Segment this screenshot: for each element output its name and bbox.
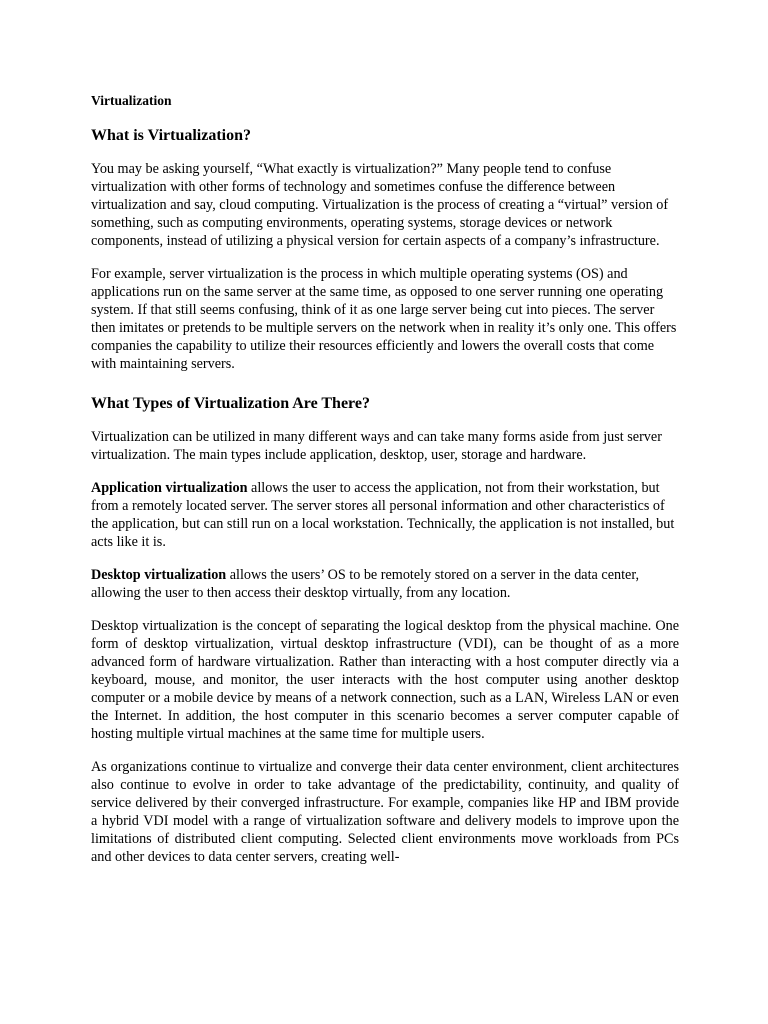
paragraph-application-virtualization [91,479,679,551]
paragraph-types-intro: Virtualization can be utilized in many different ways and can take many forms aside from just server virtualization. The main types include application, desktop, user, storage and hardware. [91,429,662,463]
paragraph-desktop-concept: Desktop virtualization is the concept of separating the logical desktop from the physical machine. One form of desktop virtualization, virtual desktop infrastructure (VDI), can be thought of as a more advanced form of hardware virtualization. Rather than interacting with a host computer directly via a keyboard, mouse, and monitor, the user interacts with the host computer using another desktop computer or a mobile device by means of a network connection, such as a LAN, Wireless LAN or even the Internet. In addition, the host computer in this scenario becomes a server computer capable of hosting multiple virtual machines at the same time for multiple users. [91,618,679,742]
paragraph-example: For example, server virtualization is the process in which multiple operating systems (OS) and applications run on the same server at the same time, as opposed to one server running one operating system. If that still seems confusing, think of it as one large server being cut into pieces. The server then imitates or pretends to be multiple servers on the network when in reality it’s only one. This offers companies the capability to utilize their resources efficiently and lowers the overall costs that come with maintaining servers. [91,266,677,372]
document-title: Virtualization [91,93,172,108]
application-virtualization-term: Application virtualization [91,480,248,496]
paragraph-desktop-virtualization [91,566,679,602]
document-page [91,92,679,881]
paragraph-organizations: As organizations continue to virtualize and converge their data center environment, client architectures also continue to evolve in order to take advantage of the predictability, continuity, and quality of service delivered by their converged infrastructure. For example, companies like HP and IBM provide a hybrid VDI model with a range of virtualization software and delivery models to improve upon the limitations of distributed client computing. Selected client environments move workloads from PCs and other devices to data center servers, creating well- [91,759,679,865]
paragraph-intro: You may be asking yourself, “What exactly is virtualization?” Many people tend to confuse virtualization with other forms of technology and sometimes confuse the difference between virtualization and say, cloud computing. Virtualization is the process of creating a “virtual” version of something, such as computing environments, operating systems, storage devices or network components, instead of utilizing a physical version for certain aspects of a company’s infrastructure. [91,161,669,249]
section-heading-what-is: What is Virtualization? [91,127,252,144]
application-virtualization-text: allows the user to access the application, not from their workstation, but from a remotely located server. The server stores all personal information and other characteristics of the application, but can still run on a local workstation. Technically, the application is not installed, but acts like it is. [91,480,675,550]
desktop-virtualization-text: allows the users’ OS to be remotely stored on a server in the data center, allowing the user to then access their desktop virtually, from any location. [91,567,640,601]
section-heading-types: What Types of Virtualization Are There? [91,395,370,412]
desktop-virtualization-term: Desktop virtualization [91,567,227,583]
